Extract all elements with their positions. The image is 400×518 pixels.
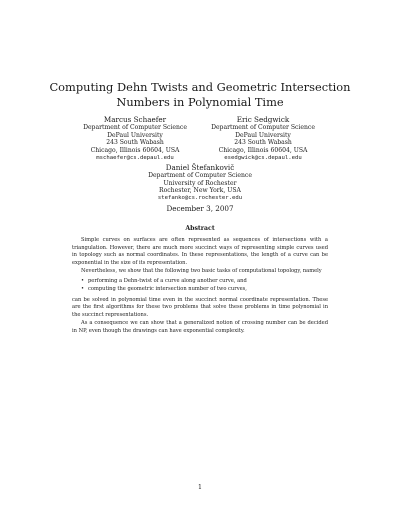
author-email: stefanko@cs.rochester.edu bbox=[157, 195, 243, 202]
abstract-paragraph: Nevertheless, we show that the following two basic tasks of computational topology, namely bbox=[81, 268, 322, 275]
author-university: DePaul University bbox=[107, 131, 163, 139]
author-block-stefankovic bbox=[134, 163, 266, 203]
paper-title: Computing Dehn Twists and Geometric Intersection Numbers in Polynomial Time bbox=[49, 80, 351, 109]
author-email: mschaefer@cs.depaul.edu bbox=[96, 154, 174, 161]
abstract-heading: Abstract bbox=[185, 225, 215, 232]
author-email: esedgwick@cs.depaul.edu bbox=[224, 154, 302, 161]
bullet-icon: • bbox=[81, 277, 85, 284]
author-street: 243 South Wabash bbox=[234, 139, 292, 147]
abstract-paragraph: can be solved in polynomial time even in the succinct normal coordinate representation. These are the first algorithms for these two problems that solve these problems in time polynomial in the succinct representations. bbox=[72, 296, 328, 318]
author-name: Daniel Štefankovič bbox=[165, 163, 235, 172]
author-city: Chicago, Illinois 60604, USA bbox=[90, 147, 180, 155]
page-number: 1 bbox=[198, 484, 202, 491]
list-item bbox=[81, 286, 328, 294]
list-item-text: computing the geometric intersection number of two curves, bbox=[88, 286, 247, 293]
abstract-bullet-list bbox=[72, 278, 328, 294]
author-street: 243 South Wabash bbox=[106, 139, 164, 147]
author-city: Chicago, Illinois 60604, USA bbox=[218, 147, 308, 155]
list-item bbox=[81, 278, 328, 286]
author-block-sedgwick bbox=[198, 115, 328, 163]
author-university: DePaul University bbox=[235, 131, 291, 139]
author-name: Marcus Schaefer bbox=[103, 115, 167, 124]
abstract-paragraph: Simple curves on surfaces are often represented as sequences of intersections with a triangulation. However, there are much more succinct ways of representing simple curves used in topology such as normal coordinates. In these representations, the length of a curve can be exponential in the size of its representation. bbox=[72, 237, 328, 266]
author-block-schaefer bbox=[70, 115, 200, 163]
paper-date: December 3, 2007 bbox=[166, 204, 234, 213]
abstract-body bbox=[72, 237, 328, 336]
author-university: University of Rochester bbox=[163, 179, 237, 187]
author-city: Rochester, New York, USA bbox=[159, 187, 241, 195]
author-department: Department of Computer Science bbox=[148, 172, 252, 179]
author-name: Eric Sedgwick bbox=[236, 115, 290, 124]
author-department: Department of Computer Science bbox=[83, 124, 187, 131]
abstract-paragraph: As a consequence we can show that a generalized notion of crossing number can be decided in NP, even though the drawings can have exponential complexity. bbox=[72, 320, 328, 335]
list-item-text: performing a Dehn-twist of a curve along another curve, and bbox=[88, 277, 247, 284]
author-department: Department of Computer Science bbox=[211, 124, 315, 131]
bullet-icon: • bbox=[81, 286, 85, 293]
